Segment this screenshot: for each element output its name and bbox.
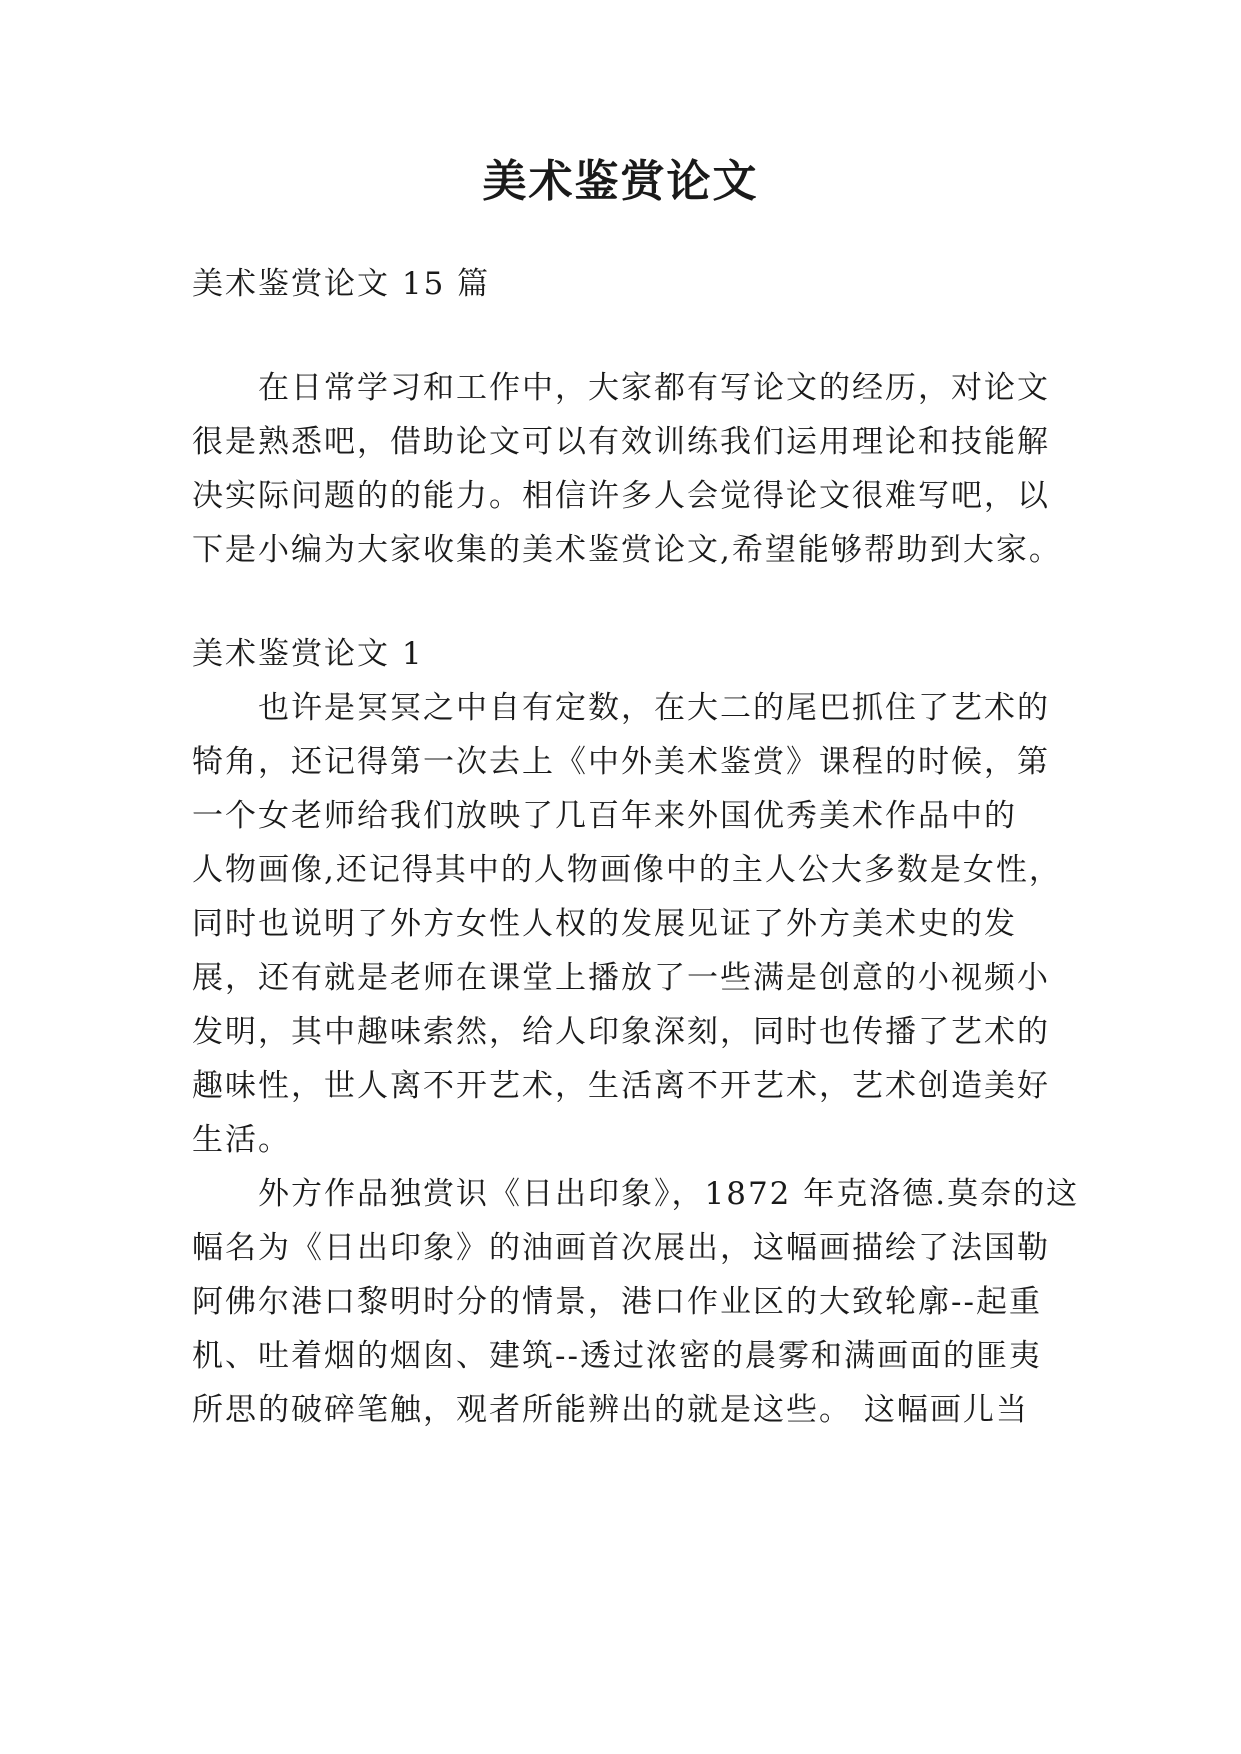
section-line: 同时也说明了外方女性人权的发展见证了外方美术史的发: [192, 906, 1017, 942]
section-line: 外方作品独赏识《日出印象》，1872 年克洛德.莫奈的这: [192, 1176, 1080, 1212]
section-line: 发明，其中趣味索然，给人印象深刻，同时也传播了艺术的: [192, 1014, 1050, 1050]
section-line: 趣味性，世人离不开艺术，生活离不开艺术，艺术创造美好: [192, 1068, 1050, 1104]
intro-line: 很是熟悉吧，借助论文可以有效训练我们运用理论和技能解: [192, 424, 1050, 460]
section-line: 机、吐着烟的烟囱、建筑--透过浓密的晨雾和满画面的匪夷: [192, 1338, 1042, 1374]
section-line: 犄角，还记得第一次去上《中外美术鉴赏》课程的时候，第: [192, 744, 1050, 780]
section-heading: 美术鉴赏论文 1: [192, 636, 424, 672]
section-line: 幅名为《日出印象》的油画首次展出，这幅画描绘了法国勒: [192, 1230, 1050, 1266]
intro-line: 在日常学习和工作中，大家都有写论文的经历，对论文: [192, 370, 1050, 406]
intro-line: 决实际问题的的能力。相信许多人会觉得论文很难写吧，以: [192, 478, 1050, 514]
section-line: 生活。: [192, 1122, 291, 1158]
section-line: 展，还有就是老师在课堂上播放了一些满是创意的小视频小: [192, 960, 1050, 996]
intro-line: 下是小编为大家收集的美术鉴赏论文,希望能够帮助到大家。: [192, 532, 1062, 568]
section-line: 人物画像,还记得其中的人物画像中的主人公大多数是女性，: [192, 852, 1062, 888]
section-line: 也许是冥冥之中自有定数，在大二的尾巴抓住了艺术的: [192, 690, 1050, 726]
section-line: 一个女老师给我们放映了几百年来外国优秀美术作品中的: [192, 798, 1017, 834]
section-line: 所思的破碎笔触，观者所能辨出的就是这些。 这幅画儿当: [192, 1392, 1029, 1428]
document-subtitle: 美术鉴赏论文 15 篇: [192, 266, 491, 302]
section-line: 阿佛尔港口黎明时分的情景，港口作业区的大致轮廓--起重: [192, 1284, 1042, 1320]
document-title: 美术鉴赏论文: [482, 156, 759, 207]
